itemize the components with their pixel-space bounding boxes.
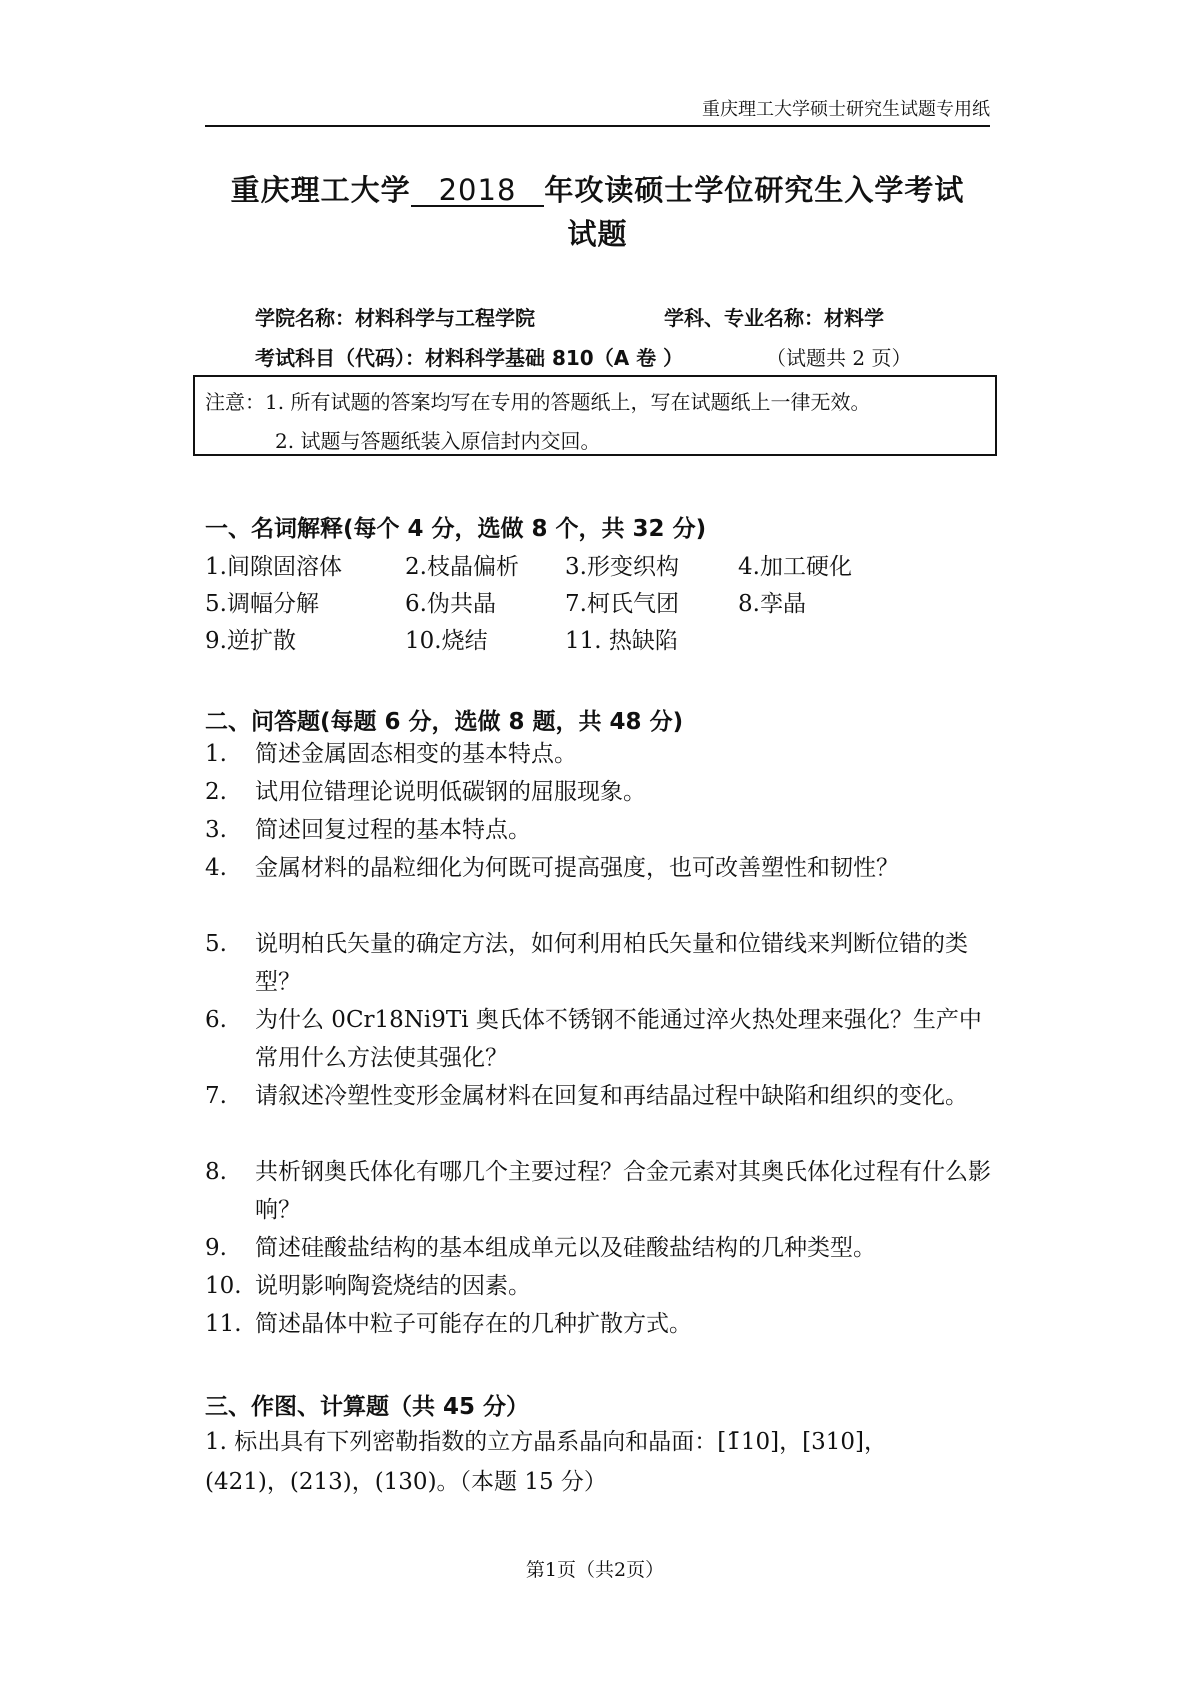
exam-subject: 考试科目（代码）：材料科学基础 810（A 卷 ） (255, 346, 684, 370)
title-year: 2018 (411, 175, 545, 207)
notice-line-1: 注意：1. 所有试题的答案均写在专用的答题纸上，写在试题纸上一律无效。 (205, 390, 871, 414)
term-item: 6.伪共晶 (405, 591, 496, 617)
exam-title-line1 (205, 168, 990, 212)
question-number: 5. (205, 931, 227, 957)
question-item (205, 735, 995, 773)
question-text: 说明影响陶瓷烧结的因素。 (255, 1273, 531, 1299)
paper-header-label: 重庆理工大学硕士研究生试题专用纸 (702, 99, 990, 120)
question-item (205, 811, 995, 849)
term-item: 10.烧结 (405, 628, 488, 654)
page-footer: 第1页（共2页） (525, 1559, 665, 1581)
question-number: 2. (205, 779, 227, 805)
header-rule (205, 125, 990, 127)
question-text: 简述硅酸盐结构的基本组成单元以及硅酸盐结构的几种类型。 (255, 1235, 876, 1261)
college-name: 学院名称：材料科学与工程学院 (255, 306, 535, 330)
question-number: 10. (205, 1273, 242, 1299)
section2-title: 二、问答题(每题 6 分，选做 8 题，共 48 分) (205, 709, 684, 735)
question-text: 简述晶体中粒子可能存在的几种扩散方式。 (255, 1311, 692, 1337)
question-number: 11. (205, 1311, 242, 1337)
calc-question-1 (205, 1422, 995, 1502)
title-suffix: 年攻读硕士学位研究生入学考试 (544, 173, 965, 207)
term-item: 11. 热缺陷 (565, 628, 678, 654)
question-item (205, 925, 995, 1001)
question-number: 6. (205, 1007, 227, 1033)
question-number: 4. (205, 855, 227, 881)
question-item (205, 1267, 995, 1305)
question-text: 请叙述冷塑性变形金属材料在回复和再结晶过程中缺陷和组织的变化。 (255, 1083, 968, 1109)
page-count: （试题共 2 页） (766, 346, 912, 370)
question-item (205, 1305, 995, 1343)
term-item: 3.形变织构 (565, 554, 679, 580)
question-number: 9. (205, 1235, 227, 1261)
exam-title (205, 168, 990, 256)
term-item: 9.逆扩散 (205, 628, 296, 654)
question-text: 试用位错理论说明低碳钢的屈服现象。 (255, 779, 646, 805)
section3-title: 三、作图、计算题（共 45 分） (205, 1394, 530, 1420)
question-number: 7. (205, 1083, 227, 1109)
question-text: 简述金属固态相变的基本特点。 (255, 741, 577, 767)
term-item: 4.加工硬化 (738, 554, 852, 580)
term-item: 5.调幅分解 (205, 591, 319, 617)
major-name: 学科、专业名称：材料学 (664, 306, 884, 330)
term-item: 1.间隙固溶体 (205, 554, 342, 580)
question-item (205, 1153, 995, 1229)
notice-box (193, 375, 997, 456)
question-item (205, 773, 995, 811)
term-item: 2.枝晶偏析 (405, 554, 519, 580)
section1-title: 一、名词解释(每个 4 分，选做 8 个，共 32 分) (205, 516, 707, 542)
question-text: 说明柏氏矢量的确定方法，如何利用柏氏矢量和位错线来判断位错的类型？ (255, 931, 968, 995)
question-number: 8. (205, 1159, 227, 1185)
question-text: 简述回复过程的基本特点。 (255, 817, 531, 843)
term-item: 8.孪晶 (738, 591, 806, 617)
notice-line-2: 2. 试题与答题纸装入原信封内交回。 (275, 429, 601, 453)
term-item: 7.柯氏气团 (565, 591, 679, 617)
question-text: 为什么 0Cr18Ni9Ti 奥氏体不锈钢不能通过淬火热处理来强化？生产中常用什么方法使其强化？ (255, 1007, 982, 1071)
question-item (205, 1077, 995, 1115)
question-text: 金属材料的晶粒细化为何既可提高强度，也可改善塑性和韧性？ (255, 855, 899, 881)
exam-title-line2: 试题 (567, 217, 628, 251)
question-item (205, 849, 995, 887)
calc-question-1-line1: 1. 标出具有下列密勒指数的立方晶系晶向和晶面：[1̄10]，[310]， (205, 1429, 887, 1455)
question-text: 共析钢奥氏体化有哪几个主要过程？合金元素对其奥氏体化过程有什么影响？ (255, 1159, 991, 1223)
question-item (205, 1001, 995, 1077)
question-number: 1. (205, 741, 227, 767)
question-number: 3. (205, 817, 227, 843)
title-prefix: 重庆理工大学 (230, 173, 411, 207)
calc-question-1-line2: (421)，(213)，(130)。（本题 15 分） (205, 1469, 607, 1495)
question-item (205, 1229, 995, 1267)
